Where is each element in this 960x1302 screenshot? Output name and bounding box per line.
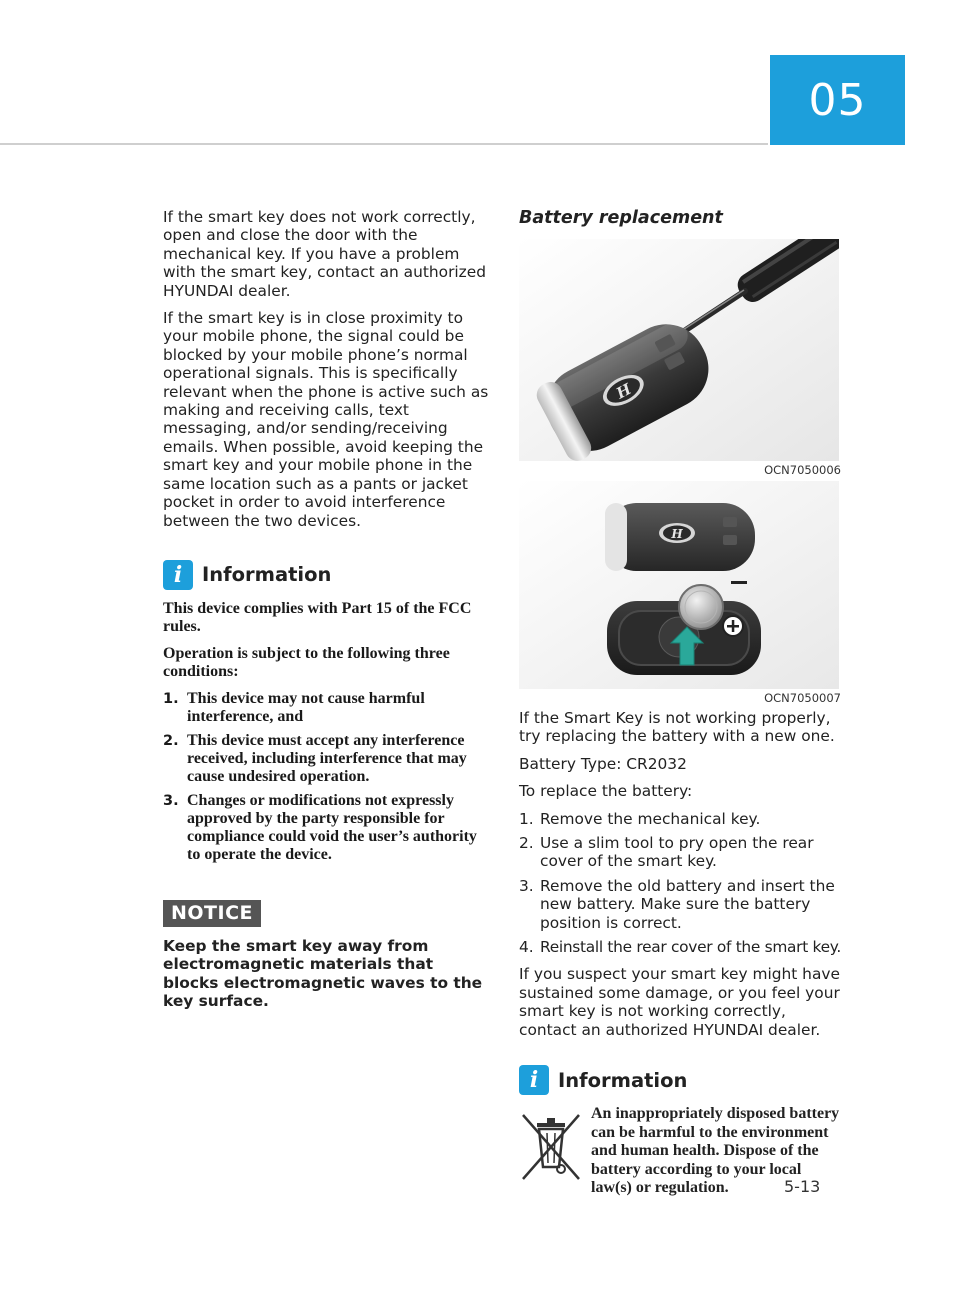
replacement-steps [519, 810, 841, 957]
list-number: 1. [163, 690, 179, 707]
list-text: Remove the mechanical key. [540, 809, 761, 828]
notice-badge: NOTICE [163, 900, 261, 927]
list-item [519, 810, 841, 828]
header-rule [0, 143, 768, 145]
figure-code: OCN7050007 [764, 691, 841, 705]
key-screwdriver-illustration [519, 239, 839, 461]
paragraph: If the smart key does not work correctly, open and close the door with the mechanical key. If you have a problem with the smart key, contact an authorized HYUNDAI dealer. [163, 208, 486, 300]
right-column [519, 208, 841, 1198]
list-number: 2. [163, 732, 179, 749]
list-item [163, 792, 489, 864]
information-title: Information [558, 1068, 688, 1092]
paragraph: If the smart key is in close proximity to your mobile phone, the signal could be blocked by your mobile phone’s normal operational signals. This is specifically relevant when the phone is active such as making and receiving calls, text messaging, and/or sending/receiving emails. When possible, avoid keeping the smart key and your mobile phone in the same location such as a pants or jacket pocket in order to avoid interference between the two devices. [163, 309, 489, 530]
information-heading [163, 560, 489, 590]
paragraph: If the Smart Key is not working properly, try replacing the battery with a new one. [519, 709, 835, 746]
figure-battery-replacement [519, 481, 839, 689]
replace-intro: To replace the battery: [519, 782, 693, 801]
list-item [519, 834, 841, 871]
list-text: Reinstall the rear cover of the smart key. [540, 938, 841, 957]
page-number: 5-13 [784, 1177, 821, 1196]
info-icon: i [163, 560, 193, 590]
list-text: This device may not cause harmful interference, and [187, 689, 425, 725]
battery-type: Battery Type: CR2032 [519, 754, 687, 773]
svg-text:H: H [613, 380, 635, 403]
list-item [519, 877, 841, 932]
list-text: This device must accept any interference received, including interference that may cause undesired operation. [187, 731, 467, 785]
list-item [163, 690, 489, 726]
list-item [519, 938, 841, 956]
list-text: Changes or modifications not expressly approved by the party responsible for compliance could void the user’s authority to operate the device. [187, 791, 477, 863]
list-number: 2. [519, 834, 534, 853]
information-heading [519, 1065, 841, 1095]
fcc-text: This device complies with Part 15 of the FCC rules. [163, 599, 472, 635]
paragraph: If you suspect your smart key might have sustained some damage, or you feel your smart key is not working correctly, contact an authorized HYUNDAI dealer. [519, 965, 840, 1039]
info-icon: i [519, 1065, 549, 1095]
svg-text:H: H [671, 527, 683, 541]
fcc-conditions-list [163, 690, 489, 864]
battery-illustration [519, 481, 839, 689]
fcc-text: Operation is subject to the following three conditions: [163, 644, 450, 680]
list-number: 1. [519, 809, 534, 828]
figure-code: OCN7050006 [764, 463, 841, 477]
chapter-number: 05 [808, 74, 867, 126]
notice-text: Keep the smart key away from electromagnetic materials that blocks electromagnetic waves to the key surface. [163, 936, 483, 1011]
list-number: 4. [519, 938, 534, 957]
chapter-tab [770, 55, 905, 145]
crossed-out-bin-icon [519, 1109, 583, 1185]
section-title: Battery replacement [519, 208, 723, 228]
left-column [163, 208, 489, 1011]
list-text: Remove the old battery and insert the new battery. Make sure the battery position is correct. [540, 876, 835, 932]
figure-key-screwdriver [519, 239, 839, 461]
list-number: 3. [163, 792, 179, 809]
information-title: Information [202, 563, 332, 587]
disposal-text: An inappropriately disposed battery can be harmful to the environment and human health. Dispose of the battery according to your local law(s) or regulation. [591, 1105, 840, 1197]
list-item [163, 732, 489, 786]
list-text: Use a slim tool to pry open the rear cover of the smart key. [540, 834, 814, 871]
fcc-information [163, 600, 489, 864]
list-number: 3. [519, 876, 534, 895]
